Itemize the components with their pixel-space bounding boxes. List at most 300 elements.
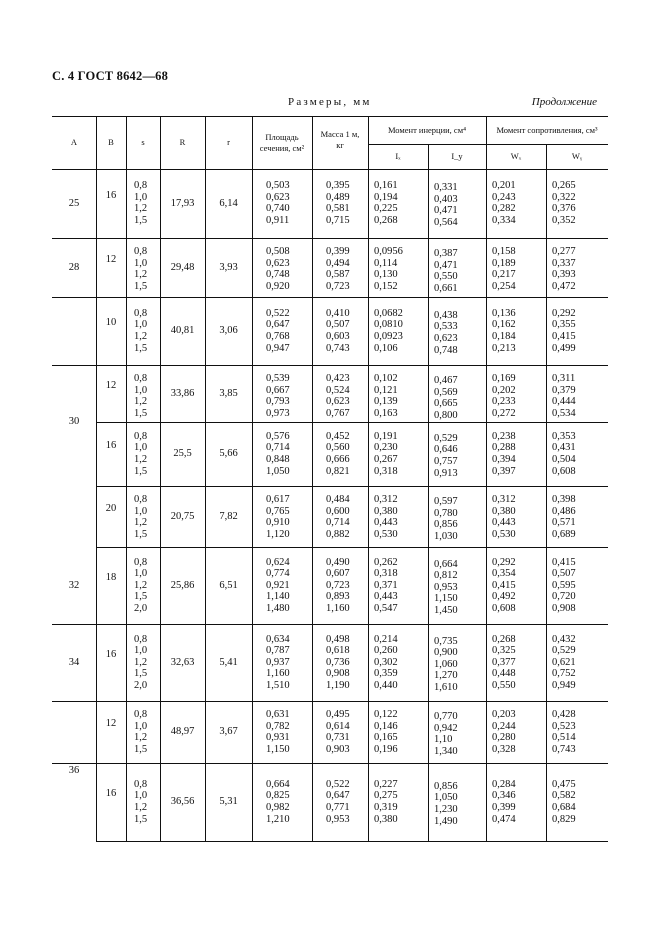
wx-values-value: 0,354: [492, 568, 516, 580]
col-a-header: [52, 116, 96, 169]
area-values-value: 0,825: [266, 790, 290, 802]
wy-values-value: 0,444: [552, 396, 576, 408]
iy-values-value: 0,800: [434, 409, 458, 421]
wx-values: [492, 246, 516, 292]
wy-values-value: 0,398: [552, 494, 576, 505]
b-value: 16: [105, 189, 117, 201]
wy-values-value: 0,393: [552, 269, 576, 281]
mass-values: [326, 634, 350, 692]
wy-values-value: 0,621: [552, 656, 576, 668]
col-inertia-header-text: Момент инерции, см⁴: [387, 124, 467, 135]
row-rule: [96, 486, 608, 487]
wx-values-value: 0,201: [492, 180, 516, 192]
ix-values-value: 0,230: [374, 442, 398, 454]
ix-values-value: 0,443: [374, 517, 398, 529]
iy-values-value: 0,780: [434, 507, 458, 519]
col-area-header-text: Площадь сечения, см²: [259, 132, 305, 153]
area-values-value: 0,631: [266, 709, 290, 720]
b-value: 12: [105, 379, 117, 391]
r-big-value: 33,86: [170, 387, 195, 399]
area-values-value: 0,848: [266, 453, 290, 465]
area-values-value: 0,508: [266, 246, 290, 257]
mass-values-value: 0,903: [326, 743, 350, 755]
s-values-value: 1,2: [134, 203, 148, 215]
ix-values-value: 0,380: [374, 813, 398, 825]
mass-values-value: 0,736: [326, 656, 350, 668]
sizes-label: Размеры, мм: [288, 96, 372, 108]
wy-values-value: 0,504: [552, 453, 576, 465]
s-values-value: 1,0: [134, 442, 148, 454]
mass-values-value: 0,618: [326, 645, 350, 657]
wy-values-value: 0,949: [552, 679, 576, 691]
mass-values-value: 0,560: [326, 442, 350, 454]
ix-values-value: 0,161: [374, 180, 398, 192]
ix-values: [374, 709, 398, 755]
area-values-value: 0,982: [266, 801, 290, 813]
iy-values-value: 0,913: [434, 467, 458, 479]
iy-values: [434, 559, 458, 617]
a-value: 28: [68, 261, 80, 273]
wy-values-value: 0,529: [552, 645, 576, 657]
wy-values-value: 0,514: [552, 732, 576, 744]
wy-values-value: 0,432: [552, 633, 576, 645]
mass-values-value: 0,495: [326, 709, 350, 720]
ix-values-value: 0,196: [374, 743, 398, 755]
iy-values-value: 1,450: [434, 604, 458, 616]
iy-values-value: 0,597: [434, 496, 458, 507]
mass-values: [326, 246, 350, 292]
s-values-value: 0,8: [134, 633, 148, 645]
wx-values: [492, 431, 516, 477]
b-value: 20: [105, 502, 117, 514]
s-values: [134, 709, 147, 755]
iy-values-value: 0,550: [434, 271, 458, 283]
s-values: [134, 634, 147, 692]
iy-values-value: 0,770: [434, 711, 458, 722]
area-values-value: 0,624: [266, 556, 290, 568]
s-values-value: 1,2: [134, 453, 148, 465]
wx-values-value: 0,380: [492, 505, 516, 517]
area-values: [266, 431, 290, 477]
wy-values-value: 0,571: [552, 517, 576, 529]
col-r-small-header-text: r: [227, 137, 230, 148]
b-value: 16: [105, 788, 117, 799]
s-values: [134, 431, 147, 477]
iy-values-value: 1,060: [434, 658, 458, 670]
row-rule: [52, 238, 608, 239]
mass-values-value: 0,522: [326, 778, 350, 790]
area-values-value: 0,787: [266, 645, 290, 657]
b-value: 16: [105, 440, 117, 451]
ix-values-value: 0,214: [374, 633, 398, 645]
mass-values: [326, 709, 350, 755]
r-small-value: 5,31: [219, 796, 238, 807]
col-wx-header-text: Wₓ: [510, 151, 522, 162]
wy-values-value: 0,311: [552, 373, 576, 384]
mass-values-value: 0,423: [326, 373, 350, 384]
wx-values-value: 0,184: [492, 330, 516, 342]
iy-values-value: 1,150: [434, 593, 458, 605]
wy-values-value: 0,684: [552, 801, 576, 813]
iy-values-value: 0,471: [434, 205, 458, 217]
wy-values-value: 0,534: [552, 407, 576, 419]
wx-values-value: 0,443: [492, 517, 516, 529]
s-values-value: 1,2: [134, 801, 148, 813]
mass-values-value: 0,581: [326, 203, 350, 215]
area-values-value: 0,623: [266, 257, 290, 269]
iy-values-value: 0,856: [434, 519, 458, 531]
area-values-value: 0,617: [266, 494, 290, 505]
s-values: [134, 779, 147, 825]
area-values-value: 0,973: [266, 407, 290, 419]
a-value: 30: [68, 416, 80, 427]
s-values-value: 1,0: [134, 257, 148, 269]
ix-values: [374, 431, 398, 477]
area-values-value: 0,765: [266, 505, 290, 517]
wx-values-value: 0,325: [492, 645, 516, 657]
iy-values: [434, 310, 458, 356]
wy-values: [552, 494, 576, 540]
mass-values-value: 0,507: [326, 319, 350, 331]
mass-values-value: 0,723: [326, 579, 350, 591]
wx-values-value: 0,288: [492, 442, 516, 454]
b-value: 12: [105, 253, 117, 265]
wx-values-value: 0,474: [492, 813, 516, 825]
s-values-value: 1,5: [134, 528, 148, 540]
wy-values-value: 0,353: [552, 430, 576, 442]
s-values-value: 1,2: [134, 517, 148, 529]
r-small-value: 6,51: [219, 579, 238, 591]
area-values: [266, 709, 290, 755]
ix-values-value: 0,318: [374, 465, 398, 477]
wy-values-value: 0,337: [552, 257, 576, 269]
r-big-value: 25,5: [173, 448, 192, 459]
col-s-header: [126, 116, 160, 169]
ix-values: [374, 180, 398, 226]
iy-values-value: 0,812: [434, 570, 458, 582]
wy-values-value: 0,415: [552, 330, 576, 342]
s-values-value: 1,0: [134, 319, 148, 331]
wy-values-value: 0,908: [552, 602, 576, 614]
s-values-value: 1,2: [134, 579, 148, 591]
s-values-value: 1,0: [134, 645, 148, 657]
ix-values: [374, 308, 403, 354]
wy-values-value: 0,376: [552, 203, 576, 215]
r-big-value: 32,63: [170, 656, 195, 668]
ix-values-value: 0,312: [374, 494, 398, 505]
iy-values-value: 0,748: [434, 344, 458, 356]
ix-values: [374, 557, 398, 615]
ix-values-value: 0,318: [374, 568, 398, 580]
wy-values: [552, 308, 576, 354]
area-values-value: 0,647: [266, 319, 290, 331]
col-ix-header-text: Iₓ: [395, 151, 401, 162]
row-rule: [52, 365, 608, 366]
a-value: 32: [68, 579, 80, 591]
ix-values-value: 0,122: [374, 709, 398, 720]
iy-values-value: 1,490: [434, 815, 458, 827]
s-values-value: 1,2: [134, 330, 148, 342]
iy-values-value: 0,471: [434, 259, 458, 271]
mass-values-value: 0,587: [326, 269, 350, 281]
b-value: 18: [105, 571, 117, 583]
area-values: [266, 494, 290, 540]
iy-values-value: 1,050: [434, 792, 458, 804]
wx-values: [492, 308, 516, 354]
mass-values-value: 0,953: [326, 813, 350, 825]
s-values: [134, 246, 147, 292]
s-values-value: 1,0: [134, 505, 148, 517]
area-values: [266, 246, 290, 292]
mass-values-value: 0,882: [326, 528, 350, 540]
mass-values-value: 0,771: [326, 801, 350, 813]
area-values-value: 0,911: [266, 215, 290, 227]
ix-values-value: 0,380: [374, 505, 398, 517]
ix-values-value: 0,194: [374, 191, 398, 203]
wx-values-value: 0,233: [492, 396, 516, 408]
area-values-value: 0,664: [266, 778, 290, 790]
iy-values-value: 0,438: [434, 309, 458, 321]
col-ix-header: [368, 144, 428, 169]
ix-values-value: 0,0923: [374, 330, 403, 342]
s-values-value: 0,8: [134, 430, 148, 442]
r-small-value: 3,93: [219, 261, 238, 273]
area-values-value: 0,947: [266, 342, 290, 354]
ix-values-value: 0,443: [374, 591, 398, 603]
iy-values-value: 0,953: [434, 581, 458, 593]
r-small-value: 5,66: [219, 448, 238, 459]
s-values-value: 0,8: [134, 778, 148, 790]
mass-values: [326, 373, 350, 419]
wx-values-value: 0,244: [492, 720, 516, 732]
iy-values: [434, 781, 458, 827]
wy-values-value: 0,292: [552, 307, 576, 319]
mass-values-value: 0,494: [326, 257, 350, 269]
col-mass-header-text: Масса 1 м, кг: [320, 129, 360, 150]
s-values-value: 0,8: [134, 373, 148, 384]
iy-values-value: 1,030: [434, 530, 458, 542]
col-b-header: [96, 116, 126, 169]
area-values-value: 0,774: [266, 568, 290, 580]
s-values-value: 1,5: [134, 407, 148, 419]
s-values-value: 1,5: [134, 591, 148, 603]
wx-values-value: 0,203: [492, 709, 516, 720]
ix-values-value: 0,319: [374, 801, 398, 813]
ix-values-value: 0,165: [374, 732, 398, 744]
mass-values-value: 0,908: [326, 668, 350, 680]
s-values: [134, 557, 147, 615]
area-values-value: 0,714: [266, 442, 290, 454]
mass-values-value: 0,607: [326, 568, 350, 580]
r-small-value: 3,85: [219, 387, 238, 399]
ix-values-value: 0,225: [374, 203, 398, 215]
wy-values-value: 0,277: [552, 246, 576, 257]
mass-values-value: 0,647: [326, 790, 350, 802]
iy-values-value: 0,856: [434, 780, 458, 792]
wy-values-value: 0,472: [552, 280, 576, 292]
area-values-value: 0,937: [266, 656, 290, 668]
col-resistance-header-text: Момент сопротивления, см³: [496, 124, 598, 135]
row-rule: [52, 701, 608, 702]
ix-values-value: 0,359: [374, 668, 398, 680]
iy-values-value: 1,230: [434, 803, 458, 815]
mass-values: [326, 431, 350, 477]
mass-values-value: 0,600: [326, 505, 350, 517]
area-values: [266, 634, 290, 692]
wy-values-value: 0,608: [552, 465, 576, 477]
r-big-value: 48,97: [170, 726, 195, 737]
iy-values-value: 0,529: [434, 432, 458, 444]
mass-values-value: 0,399: [326, 246, 350, 257]
column-rule: [428, 144, 429, 841]
iy-values-value: 1,610: [434, 681, 458, 693]
s-values-value: 1,2: [134, 269, 148, 281]
wy-values-value: 0,499: [552, 342, 576, 354]
area-values-value: 1,120: [266, 528, 290, 540]
wy-values-value: 0,415: [552, 556, 576, 568]
wy-values-value: 0,720: [552, 591, 576, 603]
column-rule: [312, 116, 313, 841]
iy-values-value: 0,757: [434, 455, 458, 467]
wx-values-value: 0,280: [492, 732, 516, 744]
wx-values-value: 0,162: [492, 319, 516, 331]
iy-values-value: 0,467: [434, 375, 458, 386]
ix-values-value: 0,267: [374, 453, 398, 465]
iy-values: [434, 636, 458, 694]
mass-values-value: 0,603: [326, 330, 350, 342]
area-values-value: 0,740: [266, 203, 290, 215]
ix-values-value: 0,121: [374, 384, 398, 396]
ix-values: [374, 779, 398, 825]
r-small-value: 3,67: [219, 726, 238, 737]
area-values-value: 0,910: [266, 517, 290, 529]
s-values-value: 2,0: [134, 679, 148, 691]
area-values: [266, 373, 290, 419]
ix-values-value: 0,114: [374, 257, 398, 269]
s-values-value: 1,0: [134, 568, 148, 580]
a-value: 25: [68, 197, 80, 209]
wy-values-value: 0,829: [552, 813, 576, 825]
wx-values-value: 0,608: [492, 602, 516, 614]
b-value: 16: [105, 648, 117, 660]
wy-values-value: 0,265: [552, 180, 576, 192]
wy-values-value: 0,428: [552, 709, 576, 720]
iy-values-value: 1,10: [434, 734, 453, 746]
mass-values: [326, 557, 350, 615]
wy-values-value: 0,431: [552, 442, 576, 454]
wx-values-value: 0,272: [492, 407, 516, 419]
s-values: [134, 180, 147, 226]
wx-values-value: 0,377: [492, 656, 516, 668]
mass-values-value: 0,452: [326, 430, 350, 442]
wy-values-value: 0,582: [552, 790, 576, 802]
wx-values-value: 0,268: [492, 633, 516, 645]
col-area-header: [256, 116, 308, 169]
ix-values-value: 0,440: [374, 679, 398, 691]
wx-values-value: 0,346: [492, 790, 516, 802]
mass-values-value: 0,723: [326, 280, 350, 292]
s-values-value: 1,5: [134, 280, 148, 292]
wx-values-value: 0,284: [492, 778, 516, 790]
area-values-value: 1,480: [266, 602, 290, 614]
mass-values-value: 0,743: [326, 342, 350, 354]
r-big-value: 17,93: [170, 197, 195, 209]
area-values-value: 0,921: [266, 579, 290, 591]
iy-values-value: 0,735: [434, 635, 458, 647]
ix-values-value: 0,163: [374, 407, 398, 419]
wx-values-value: 0,169: [492, 373, 516, 384]
mass-values-value: 0,498: [326, 633, 350, 645]
column-rule: [368, 116, 369, 841]
ix-values-value: 0,227: [374, 778, 398, 790]
iy-values: [434, 433, 458, 479]
col-a-header-text: A: [70, 137, 78, 148]
s-values-value: 1,2: [134, 656, 148, 668]
area-values-value: 0,576: [266, 430, 290, 442]
s-values-value: 1,5: [134, 813, 148, 825]
area-values-value: 1,050: [266, 465, 290, 477]
area-values-value: 0,920: [266, 280, 290, 292]
ix-values: [374, 246, 403, 292]
ix-values-value: 0,547: [374, 602, 398, 614]
s-values-value: 1,0: [134, 384, 148, 396]
wy-values-value: 0,523: [552, 720, 576, 732]
row-rule: [52, 624, 608, 625]
continuation-label: Продолжение: [531, 96, 597, 108]
wx-values-value: 0,492: [492, 591, 516, 603]
b-value: 12: [105, 718, 117, 729]
wx-values: [492, 779, 516, 825]
col-wy-header-text: Wᵧ: [571, 151, 583, 162]
wx-values-value: 0,550: [492, 679, 516, 691]
mass-values-value: 0,715: [326, 215, 350, 227]
mass-values-value: 0,731: [326, 732, 350, 744]
col-resistance-header: [486, 116, 608, 144]
wy-values-value: 0,743: [552, 743, 576, 755]
iy-values-value: 0,646: [434, 444, 458, 456]
iy-values-value: 1,270: [434, 670, 458, 682]
area-values-value: 1,160: [266, 668, 290, 680]
area-values-value: 0,748: [266, 269, 290, 281]
area-values-value: 0,539: [266, 373, 290, 384]
mass-values-value: 1,160: [326, 602, 350, 614]
mass-values: [326, 180, 350, 226]
area-values-value: 0,522: [266, 307, 290, 319]
r-small-value: 3,06: [219, 325, 238, 336]
wy-values-value: 0,355: [552, 319, 576, 331]
area-values: [266, 308, 290, 354]
area-values-value: 0,782: [266, 720, 290, 732]
row-rule: [52, 763, 608, 764]
wx-values-value: 0,394: [492, 453, 516, 465]
ix-values: [374, 373, 398, 419]
r-big-value: 36,56: [170, 796, 195, 807]
area-values-value: 1,210: [266, 813, 290, 825]
area-values-value: 1,150: [266, 743, 290, 755]
iy-values-value: 0,665: [434, 398, 458, 410]
iy-values: [434, 496, 458, 542]
wx-values-value: 0,213: [492, 342, 516, 354]
wy-values: [552, 373, 576, 419]
ix-values-value: 0,0956: [374, 246, 403, 257]
wx-values: [492, 557, 516, 615]
mass-values-value: 0,410: [326, 307, 350, 319]
a-value: 36: [68, 765, 80, 776]
wy-values-value: 0,595: [552, 579, 576, 591]
wx-values: [492, 634, 516, 692]
col-iy-header-text: I_y: [451, 151, 463, 162]
ix-values-value: 0,139: [374, 396, 398, 408]
